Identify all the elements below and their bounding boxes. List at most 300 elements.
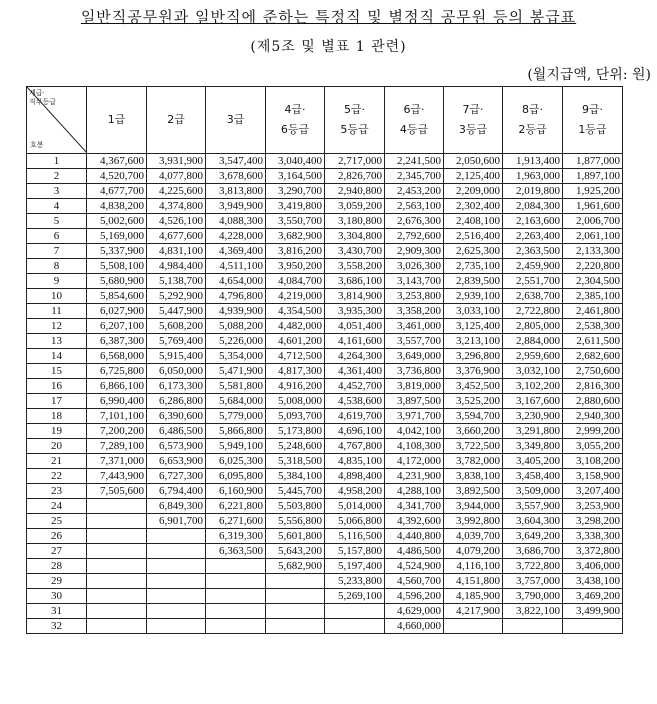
salary-cell: 4,835,100	[325, 454, 385, 469]
salary-cell: 3,757,000	[503, 574, 563, 589]
salary-cell	[87, 499, 147, 514]
salary-cell: 4,219,000	[266, 289, 325, 304]
step-cell: 20	[27, 439, 87, 454]
salary-cell: 5,138,700	[147, 274, 206, 289]
salary-cell: 5,233,800	[325, 574, 385, 589]
table-row	[27, 619, 623, 634]
salary-cell: 3,469,200	[563, 589, 623, 604]
salary-cell: 3,992,800	[444, 514, 503, 529]
salary-cell: 2,263,400	[503, 229, 563, 244]
salary-cell: 6,286,800	[147, 394, 206, 409]
salary-cell: 4,524,900	[385, 559, 444, 574]
table-row	[27, 559, 623, 574]
salary-cell: 2,538,300	[563, 319, 623, 334]
salary-cell: 6,095,800	[206, 469, 266, 484]
salary-cell: 2,638,700	[503, 289, 563, 304]
salary-cell: 1,961,600	[563, 199, 623, 214]
salary-cell: 1,925,200	[563, 184, 623, 199]
salary-cell: 4,077,800	[147, 169, 206, 184]
salary-cell: 3,509,000	[503, 484, 563, 499]
salary-cell: 3,660,200	[444, 424, 503, 439]
salary-cell: 3,372,800	[563, 544, 623, 559]
salary-cell: 3,164,500	[266, 169, 325, 184]
salary-cell: 3,935,300	[325, 304, 385, 319]
salary-cell: 4,172,000	[385, 454, 444, 469]
table-row	[27, 529, 623, 544]
salary-cell: 4,520,700	[87, 169, 147, 184]
salary-cell: 3,949,900	[206, 199, 266, 214]
salary-cell: 4,440,800	[385, 529, 444, 544]
step-cell: 24	[27, 499, 87, 514]
salary-cell	[444, 619, 503, 634]
salary-cell: 2,959,600	[503, 349, 563, 364]
salary-cell: 2,940,800	[325, 184, 385, 199]
salary-cell: 5,008,000	[266, 394, 325, 409]
step-cell: 25	[27, 514, 87, 529]
salary-cell: 4,088,300	[206, 214, 266, 229]
salary-cell: 4,796,800	[206, 289, 266, 304]
salary-cell: 2,611,500	[563, 334, 623, 349]
salary-cell: 4,374,800	[147, 199, 206, 214]
table-row	[27, 349, 623, 364]
salary-cell: 4,601,200	[266, 334, 325, 349]
salary-cell: 2,125,400	[444, 169, 503, 184]
salary-cell: 4,151,800	[444, 574, 503, 589]
step-cell: 27	[27, 544, 87, 559]
salary-cell: 4,677,700	[87, 184, 147, 199]
salary-cell: 3,550,700	[266, 214, 325, 229]
table-row	[27, 244, 623, 259]
salary-cell: 4,354,500	[266, 304, 325, 319]
salary-cell: 6,050,000	[147, 364, 206, 379]
salary-cell: 2,551,700	[503, 274, 563, 289]
salary-cell: 3,971,700	[385, 409, 444, 424]
grade-header-7	[444, 87, 503, 154]
table-row	[27, 259, 623, 274]
salary-cell: 6,990,400	[87, 394, 147, 409]
salary-cell: 4,039,700	[444, 529, 503, 544]
table-row	[27, 274, 623, 289]
salary-cell: 3,055,200	[563, 439, 623, 454]
salary-cell: 3,819,000	[385, 379, 444, 394]
grade-header-line2: 4등급	[399, 123, 429, 136]
table-row	[27, 184, 623, 199]
salary-cell: 5,680,900	[87, 274, 147, 289]
salary-cell: 5,508,100	[87, 259, 147, 274]
salary-cell: 2,682,600	[563, 349, 623, 364]
salary-cell: 4,452,700	[325, 379, 385, 394]
salary-cell: 2,750,600	[563, 364, 623, 379]
step-cell: 16	[27, 379, 87, 394]
salary-cell: 2,735,100	[444, 259, 503, 274]
salary-cell: 5,384,100	[266, 469, 325, 484]
document-subtitle: (제5조 및 별표 1 관련)	[250, 39, 407, 55]
table-row	[27, 424, 623, 439]
salary-cell: 2,345,700	[385, 169, 444, 184]
salary-cell: 6,363,500	[206, 544, 266, 559]
salary-cell	[147, 544, 206, 559]
salary-cell: 2,006,700	[563, 214, 623, 229]
salary-cell: 6,653,900	[147, 454, 206, 469]
salary-cell: 5,226,000	[206, 334, 266, 349]
salary-cell	[325, 604, 385, 619]
salary-cell: 6,390,600	[147, 409, 206, 424]
salary-cell: 3,452,500	[444, 379, 503, 394]
salary-cell: 3,304,800	[325, 229, 385, 244]
salary-cell: 3,649,000	[385, 349, 444, 364]
salary-cell: 3,040,400	[266, 154, 325, 169]
salary-cell	[563, 619, 623, 634]
salary-cell	[87, 529, 147, 544]
salary-cell: 3,722,800	[503, 559, 563, 574]
salary-cell: 2,302,400	[444, 199, 503, 214]
salary-cell: 5,949,100	[206, 439, 266, 454]
step-cell: 32	[27, 619, 87, 634]
salary-cell: 3,125,400	[444, 319, 503, 334]
salary-cell: 4,084,700	[266, 274, 325, 289]
salary-cell: 3,686,100	[325, 274, 385, 289]
salary-cell: 2,676,300	[385, 214, 444, 229]
salary-cell: 2,884,000	[503, 334, 563, 349]
salary-cell: 2,939,100	[444, 289, 503, 304]
salary-cell: 3,290,700	[266, 184, 325, 199]
step-cell: 12	[27, 319, 87, 334]
salary-cell: 5,002,600	[87, 214, 147, 229]
salary-cell: 5,471,900	[206, 364, 266, 379]
salary-cell: 3,291,800	[503, 424, 563, 439]
grade-header-line1: 4급·	[284, 103, 306, 116]
grade-header-line2: 2등급	[518, 123, 547, 136]
grade-header-line1: 9급·	[581, 103, 604, 116]
table-row	[27, 589, 623, 604]
salary-cell: 5,581,800	[206, 379, 266, 394]
salary-cell: 2,909,300	[385, 244, 444, 259]
salary-cell: 3,838,100	[444, 469, 503, 484]
salary-cell: 4,538,600	[325, 394, 385, 409]
salary-cell: 5,682,900	[266, 559, 325, 574]
salary-cell: 4,958,200	[325, 484, 385, 499]
salary-cell: 5,269,100	[325, 589, 385, 604]
salary-cell	[206, 619, 266, 634]
salary-cell: 4,984,400	[147, 259, 206, 274]
grade-header-line1: 1급	[107, 113, 126, 126]
corner-step-label: 호봉	[30, 141, 44, 149]
salary-cell: 2,826,700	[325, 169, 385, 184]
salary-cell: 4,939,900	[206, 304, 266, 319]
header-row	[27, 87, 623, 154]
salary-cell: 2,304,500	[563, 274, 623, 289]
salary-cell	[87, 619, 147, 634]
salary-cell: 3,338,300	[563, 529, 623, 544]
salary-cell: 3,032,100	[503, 364, 563, 379]
salary-cell: 3,143,700	[385, 274, 444, 289]
salary-cell: 3,438,100	[563, 574, 623, 589]
salary-cell: 2,792,600	[385, 229, 444, 244]
salary-cell: 4,712,500	[266, 349, 325, 364]
step-cell: 23	[27, 484, 87, 499]
corner-header-cell	[27, 87, 87, 154]
salary-cell: 5,608,200	[147, 319, 206, 334]
salary-cell: 6,568,000	[87, 349, 147, 364]
salary-cell: 4,619,700	[325, 409, 385, 424]
step-cell: 3	[27, 184, 87, 199]
salary-cell: 3,213,100	[444, 334, 503, 349]
salary-cell: 3,682,900	[266, 229, 325, 244]
salary-cell: 2,209,000	[444, 184, 503, 199]
salary-cell: 5,157,800	[325, 544, 385, 559]
salary-cell: 3,180,800	[325, 214, 385, 229]
salary-cell: 4,916,200	[266, 379, 325, 394]
salary-cell: 4,341,700	[385, 499, 444, 514]
salary-cell: 6,207,100	[87, 319, 147, 334]
grade-header-line2: 6등급	[280, 123, 310, 136]
salary-cell: 5,014,000	[325, 499, 385, 514]
salary-cell: 4,654,000	[206, 274, 266, 289]
grade-header-line2: 3등급	[458, 123, 488, 136]
salary-cell: 2,940,300	[563, 409, 623, 424]
salary-cell: 6,794,400	[147, 484, 206, 499]
grade-header-line1: 3급	[226, 113, 245, 126]
salary-cell: 6,221,800	[206, 499, 266, 514]
salary-cell: 2,408,100	[444, 214, 503, 229]
salary-cell: 4,831,100	[147, 244, 206, 259]
salary-cell: 2,385,100	[563, 289, 623, 304]
table-row	[27, 379, 623, 394]
salary-cell: 4,482,000	[266, 319, 325, 334]
salary-cell: 1,913,400	[503, 154, 563, 169]
salary-cell: 3,253,800	[385, 289, 444, 304]
corner-rank-label: 계급·	[29, 89, 45, 97]
salary-cell: 5,354,000	[206, 349, 266, 364]
salary-cell: 4,511,100	[206, 259, 266, 274]
salary-cell: 3,782,000	[444, 454, 503, 469]
salary-cell: 6,271,600	[206, 514, 266, 529]
step-cell: 17	[27, 394, 87, 409]
salary-cell: 2,084,300	[503, 199, 563, 214]
salary-cell	[147, 619, 206, 634]
step-cell: 11	[27, 304, 87, 319]
salary-cell	[206, 574, 266, 589]
salary-cell: 2,839,500	[444, 274, 503, 289]
salary-cell: 5,248,600	[266, 439, 325, 454]
salary-cell: 2,625,300	[444, 244, 503, 259]
grade-header-line1: 8급·	[521, 103, 544, 116]
salary-cell: 4,629,000	[385, 604, 444, 619]
salary-cell: 7,289,100	[87, 439, 147, 454]
step-cell: 19	[27, 424, 87, 439]
salary-cell: 6,160,900	[206, 484, 266, 499]
salary-cell: 3,461,000	[385, 319, 444, 334]
salary-cell: 3,108,200	[563, 454, 623, 469]
grade-header-9	[563, 87, 623, 154]
salary-cell: 3,822,100	[503, 604, 563, 619]
grade-header-1	[87, 87, 147, 154]
unit-note: (월지급액, 단위: 원)	[527, 67, 651, 83]
table-row	[27, 454, 623, 469]
salary-cell	[87, 604, 147, 619]
salary-cell: 5,447,900	[147, 304, 206, 319]
table-row	[27, 169, 623, 184]
salary-cell: 4,361,400	[325, 364, 385, 379]
salary-cell: 2,805,000	[503, 319, 563, 334]
salary-cell: 6,727,300	[147, 469, 206, 484]
salary-cell: 5,337,900	[87, 244, 147, 259]
salary-cell: 4,817,300	[266, 364, 325, 379]
table-row	[27, 544, 623, 559]
salary-cell: 3,158,900	[563, 469, 623, 484]
salary-cell: 5,445,700	[266, 484, 325, 499]
salary-cell: 3,230,900	[503, 409, 563, 424]
step-cell: 8	[27, 259, 87, 274]
salary-cell: 3,547,400	[206, 154, 266, 169]
salary-cell: 3,059,200	[325, 199, 385, 214]
salary-cell: 3,298,200	[563, 514, 623, 529]
salary-cell	[87, 544, 147, 559]
table-row	[27, 229, 623, 244]
salary-cell: 3,419,800	[266, 199, 325, 214]
table-row	[27, 469, 623, 484]
salary-cell	[206, 604, 266, 619]
step-cell: 7	[27, 244, 87, 259]
step-cell: 5	[27, 214, 87, 229]
salary-cell: 5,601,800	[266, 529, 325, 544]
salary-cell: 3,678,600	[206, 169, 266, 184]
salary-cell: 5,684,000	[206, 394, 266, 409]
salary-cell: 4,161,600	[325, 334, 385, 349]
salary-cell: 2,563,100	[385, 199, 444, 214]
salary-cell: 6,319,300	[206, 529, 266, 544]
grade-header-4	[266, 87, 325, 154]
document-title: 일반직공무원과 일반직에 준하는 특정직 및 별정직 공무원 등의 봉급표	[80, 8, 577, 26]
salary-cell: 4,116,100	[444, 559, 503, 574]
salary-cell: 3,649,200	[503, 529, 563, 544]
salary-cell: 2,717,000	[325, 154, 385, 169]
table-row	[27, 514, 623, 529]
salary-cell: 4,369,400	[206, 244, 266, 259]
salary-cell	[266, 574, 325, 589]
salary-cell: 5,066,800	[325, 514, 385, 529]
salary-cell: 4,051,400	[325, 319, 385, 334]
salary-cell: 6,173,300	[147, 379, 206, 394]
salary-cell	[206, 589, 266, 604]
salary-cell: 3,167,600	[503, 394, 563, 409]
salary-cell: 2,050,600	[444, 154, 503, 169]
salary-cell: 2,816,300	[563, 379, 623, 394]
salary-cell: 3,458,400	[503, 469, 563, 484]
table-row	[27, 199, 623, 214]
salary-cell: 4,228,000	[206, 229, 266, 244]
salary-cell: 6,866,100	[87, 379, 147, 394]
salary-cell	[87, 589, 147, 604]
salary-cell: 4,288,100	[385, 484, 444, 499]
grade-header-line1: 2급	[167, 113, 185, 126]
salary-table	[26, 86, 623, 634]
salary-cell	[147, 574, 206, 589]
salary-cell: 7,371,000	[87, 454, 147, 469]
step-cell: 10	[27, 289, 87, 304]
step-cell: 4	[27, 199, 87, 214]
salary-cell: 3,790,000	[503, 589, 563, 604]
salary-cell	[503, 619, 563, 634]
salary-cell: 5,915,400	[147, 349, 206, 364]
step-cell: 30	[27, 589, 87, 604]
salary-cell: 4,677,600	[147, 229, 206, 244]
salary-cell: 5,292,900	[147, 289, 206, 304]
salary-cell: 5,779,000	[206, 409, 266, 424]
table-row	[27, 304, 623, 319]
salary-cell: 2,459,900	[503, 259, 563, 274]
salary-cell: 6,849,300	[147, 499, 206, 514]
step-cell: 31	[27, 604, 87, 619]
salary-cell: 3,376,900	[444, 364, 503, 379]
grade-header-2	[147, 87, 206, 154]
salary-cell: 6,573,900	[147, 439, 206, 454]
salary-cell	[147, 604, 206, 619]
salary-cell: 2,061,100	[563, 229, 623, 244]
salary-cell: 3,296,800	[444, 349, 503, 364]
salary-cell: 2,880,600	[563, 394, 623, 409]
salary-cell	[266, 619, 325, 634]
salary-cell: 4,767,800	[325, 439, 385, 454]
salary-cell	[266, 589, 325, 604]
salary-cell	[206, 559, 266, 574]
salary-cell: 3,944,000	[444, 499, 503, 514]
grade-header-line1: 7급·	[462, 103, 484, 116]
salary-cell: 3,950,200	[266, 259, 325, 274]
salary-cell	[266, 604, 325, 619]
salary-cell	[325, 619, 385, 634]
salary-cell: 6,025,300	[206, 454, 266, 469]
salary-cell: 3,722,500	[444, 439, 503, 454]
salary-cell: 3,405,200	[503, 454, 563, 469]
salary-cell: 2,163,600	[503, 214, 563, 229]
salary-cell: 4,108,300	[385, 439, 444, 454]
salary-cell: 4,225,600	[147, 184, 206, 199]
salary-cell: 7,443,900	[87, 469, 147, 484]
salary-cell: 4,898,400	[325, 469, 385, 484]
salary-cell: 5,503,800	[266, 499, 325, 514]
step-cell: 29	[27, 574, 87, 589]
salary-cell: 5,116,500	[325, 529, 385, 544]
salary-cell: 1,897,100	[563, 169, 623, 184]
salary-cell: 2,241,500	[385, 154, 444, 169]
salary-cell: 3,897,500	[385, 394, 444, 409]
step-cell: 9	[27, 274, 87, 289]
table-row	[27, 439, 623, 454]
grade-header-line2: 1등급	[578, 123, 607, 136]
salary-cell: 5,854,600	[87, 289, 147, 304]
table-row	[27, 604, 623, 619]
salary-cell: 2,722,800	[503, 304, 563, 319]
salary-cell: 7,505,600	[87, 484, 147, 499]
salary-cell	[147, 559, 206, 574]
salary-cell: 5,197,400	[325, 559, 385, 574]
table-row	[27, 334, 623, 349]
step-cell: 14	[27, 349, 87, 364]
salary-cell: 3,604,300	[503, 514, 563, 529]
salary-cell: 2,999,200	[563, 424, 623, 439]
salary-cell: 2,019,800	[503, 184, 563, 199]
salary-cell: 4,079,200	[444, 544, 503, 559]
salary-cell: 3,102,200	[503, 379, 563, 394]
table-row	[27, 319, 623, 334]
salary-cell: 3,499,900	[563, 604, 623, 619]
step-cell: 21	[27, 454, 87, 469]
salary-cell: 4,217,900	[444, 604, 503, 619]
grade-header-line1: 6급·	[403, 103, 425, 116]
salary-cell: 6,387,300	[87, 334, 147, 349]
salary-cell: 3,033,100	[444, 304, 503, 319]
